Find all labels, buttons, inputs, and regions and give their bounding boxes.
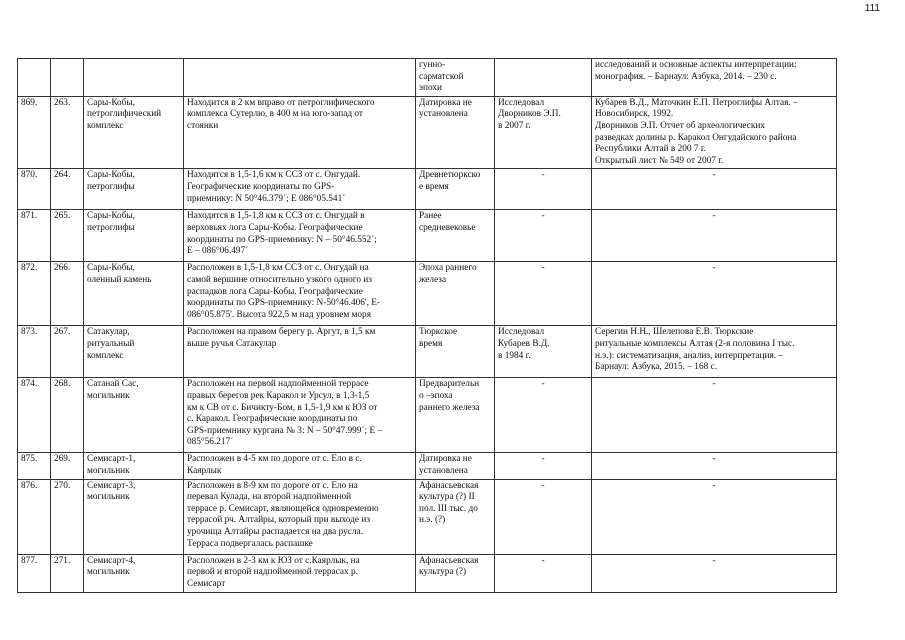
literature-cell: - xyxy=(592,262,837,326)
literature-cell: - xyxy=(592,210,837,262)
table-row xyxy=(18,453,837,479)
location-description-cell: Расположен в 8-9 км по дороге от с. Ело на перевал Кулада, на второй надпойменной террасе р. Семисарт, являющейся одновременно террасой рч. Алтайры, который при выходе из урочища Алтайры распадается на два русла. Терраса подвергалась распашке xyxy=(184,479,416,554)
monument-name-cell: Сатакулар, ритуальный комплекс xyxy=(84,326,184,378)
dating-cell: Предварительн о –эпоха раннего железа xyxy=(416,378,495,453)
location-description-cell: Расположен в 1,5-1,8 км ССЗ от с. Онгудай на самой вершине относительно узкого одного из распадков лога Сары-Кобы. Географические координаты по GPS-приемнику: N-50°46.406', E- 086°05.875'. Высота 922,5 м над уровнем моря xyxy=(184,262,416,326)
researcher-cell: Исследовал Кубарев В.Д. в 1984 г. xyxy=(495,326,592,378)
row-sub-number-cell: 269. xyxy=(51,453,84,479)
location-description-cell: Находятся в 1,5-1,8 км к ССЗ от с. Онгудай в верховьях лога Сары-Кобы. Географические координаты по GPS-приемнику: N – 50°46.552´; E – 086°06.497´ xyxy=(184,210,416,262)
table-row xyxy=(18,378,837,453)
researcher-cell: - xyxy=(495,262,592,326)
monument-name-cell: Сары-Кобы, петроглифы xyxy=(84,169,184,210)
row-number-cell: 872. xyxy=(18,262,51,326)
monument-name-cell: Семисарт-1, могильник xyxy=(84,453,184,479)
dating-cell: Датировка не установлена xyxy=(416,96,495,169)
row-number-cell xyxy=(18,59,51,97)
table-row xyxy=(18,59,837,97)
researcher-cell: - xyxy=(495,210,592,262)
dating-cell: Афанасьевская культура (?) II пол. III тыс. до н.э. (?) xyxy=(416,479,495,554)
row-sub-number-cell: 268. xyxy=(51,378,84,453)
monument-name-cell: Сары-Кобы, оленный камень xyxy=(84,262,184,326)
researcher-cell: - xyxy=(495,554,592,592)
row-number-cell: 875. xyxy=(18,453,51,479)
row-sub-number-cell: 270. xyxy=(51,479,84,554)
location-description-cell: Расположен в 2-3 км к ЮЗ от с.Каярлык, на первой и второй надпойменной террасах р. Семисарт xyxy=(184,554,416,592)
row-sub-number-cell: 264. xyxy=(51,169,84,210)
literature-cell: - xyxy=(592,169,837,210)
researcher-cell: - xyxy=(495,479,592,554)
row-number-cell: 874. xyxy=(18,378,51,453)
researcher-cell xyxy=(495,59,592,97)
literature-cell: - xyxy=(592,453,837,479)
literature-cell: - xyxy=(592,479,837,554)
table-body xyxy=(18,59,837,593)
row-number-cell: 870. xyxy=(18,169,51,210)
researcher-cell: - xyxy=(495,378,592,453)
row-number-cell: 873. xyxy=(18,326,51,378)
monuments-table xyxy=(17,58,837,593)
literature-cell: исследований и основные аспекты интерпретации: монография. – Барнаул: Азбука, 2014. – 230 с. xyxy=(592,59,837,97)
researcher-cell: - xyxy=(495,169,592,210)
table-row xyxy=(18,210,837,262)
row-number-cell: 877. xyxy=(18,554,51,592)
dating-cell: гунно- сарматской эпохи xyxy=(416,59,495,97)
location-description-cell: Находится в 2 км вправо от петроглифического комплекса Сутерлю, в 400 м на юго-запад от стоянки xyxy=(184,96,416,169)
row-number-cell: 876. xyxy=(18,479,51,554)
dating-cell: Эпоха раннего железа xyxy=(416,262,495,326)
monument-name-cell: Семисарт-4, могильник xyxy=(84,554,184,592)
dating-cell: Тюркское время xyxy=(416,326,495,378)
dating-cell: Афанасьевская культура (?) xyxy=(416,554,495,592)
table-row xyxy=(18,326,837,378)
row-sub-number-cell: 263. xyxy=(51,96,84,169)
location-description-cell: Расположен в 4-5 км по дороге от с. Ело в с. Каярлык xyxy=(184,453,416,479)
row-number-cell: 869. xyxy=(18,96,51,169)
row-sub-number-cell: 271. xyxy=(51,554,84,592)
row-number-cell: 871. xyxy=(18,210,51,262)
monument-name-cell xyxy=(84,59,184,97)
literature-cell: Серегин Н.Н., Шелепова Е.В. Тюркские ритуальные комплексы Алтая (2-я половина I тыс. н.э.): систематизация, анализ, интерпретация. – Барнаул: Азбука, 2015. – 168 с. xyxy=(592,326,837,378)
location-description-cell: Расположен на правом берегу р. Аргут, в 1,5 км выше ручья Сатакулар xyxy=(184,326,416,378)
table-row xyxy=(18,96,837,169)
row-sub-number-cell: 267. xyxy=(51,326,84,378)
location-description-cell: Расположен на первой надпойменной террасе правых берегов рек Каракол и Урсул, в 1,3-1,5 км к СВ от с. Бичикту-Бом, в 1,5-1,9 км к ЮЗ от с. Каракол. Географические координаты по GPS-приемнику кургана № 3: N – 50°47.999´; E – 085°56.217´ xyxy=(184,378,416,453)
monument-name-cell: Сатанай Сас, могильник xyxy=(84,378,184,453)
location-description-cell: Находятся в 1,5-1,6 км к ССЗ от с. Онгудай. Географические координаты по GPS- приемнику: N 50°46.379´; E 086°05.541´ xyxy=(184,169,416,210)
dating-cell: Ранее средневековье xyxy=(416,210,495,262)
row-sub-number-cell: 266. xyxy=(51,262,84,326)
literature-cell: - xyxy=(592,378,837,453)
dating-cell: Датировка не установлена xyxy=(416,453,495,479)
monument-name-cell: Семисарт-3, могильник xyxy=(84,479,184,554)
location-description-cell xyxy=(184,59,416,97)
table-row xyxy=(18,169,837,210)
literature-cell: Кубарев В.Д., Маточкин Е.П. Петроглифы Алтая. – Новосибирск, 1992. Дворников Э.П. Отчет об археологических разведках долины р. Каракол Онгудайского района Республики Алтай в 200 7 г. Открытый лист № 549 от 2007 г. xyxy=(592,96,837,169)
researcher-cell: - xyxy=(495,453,592,479)
monument-name-cell: Сары-Кобы, петроглифы xyxy=(84,210,184,262)
dating-cell: Древнетюркско е время xyxy=(416,169,495,210)
monument-name-cell: Сары-Кобы, петроглифический комплекс xyxy=(84,96,184,169)
page-number: 111 xyxy=(864,3,880,14)
researcher-cell: Исследовал Дворников Э.П. в 2007 г. xyxy=(495,96,592,169)
table-row xyxy=(18,479,837,554)
row-sub-number-cell xyxy=(51,59,84,97)
table-row xyxy=(18,554,837,592)
row-sub-number-cell: 265. xyxy=(51,210,84,262)
table-row xyxy=(18,262,837,326)
literature-cell: - xyxy=(592,554,837,592)
